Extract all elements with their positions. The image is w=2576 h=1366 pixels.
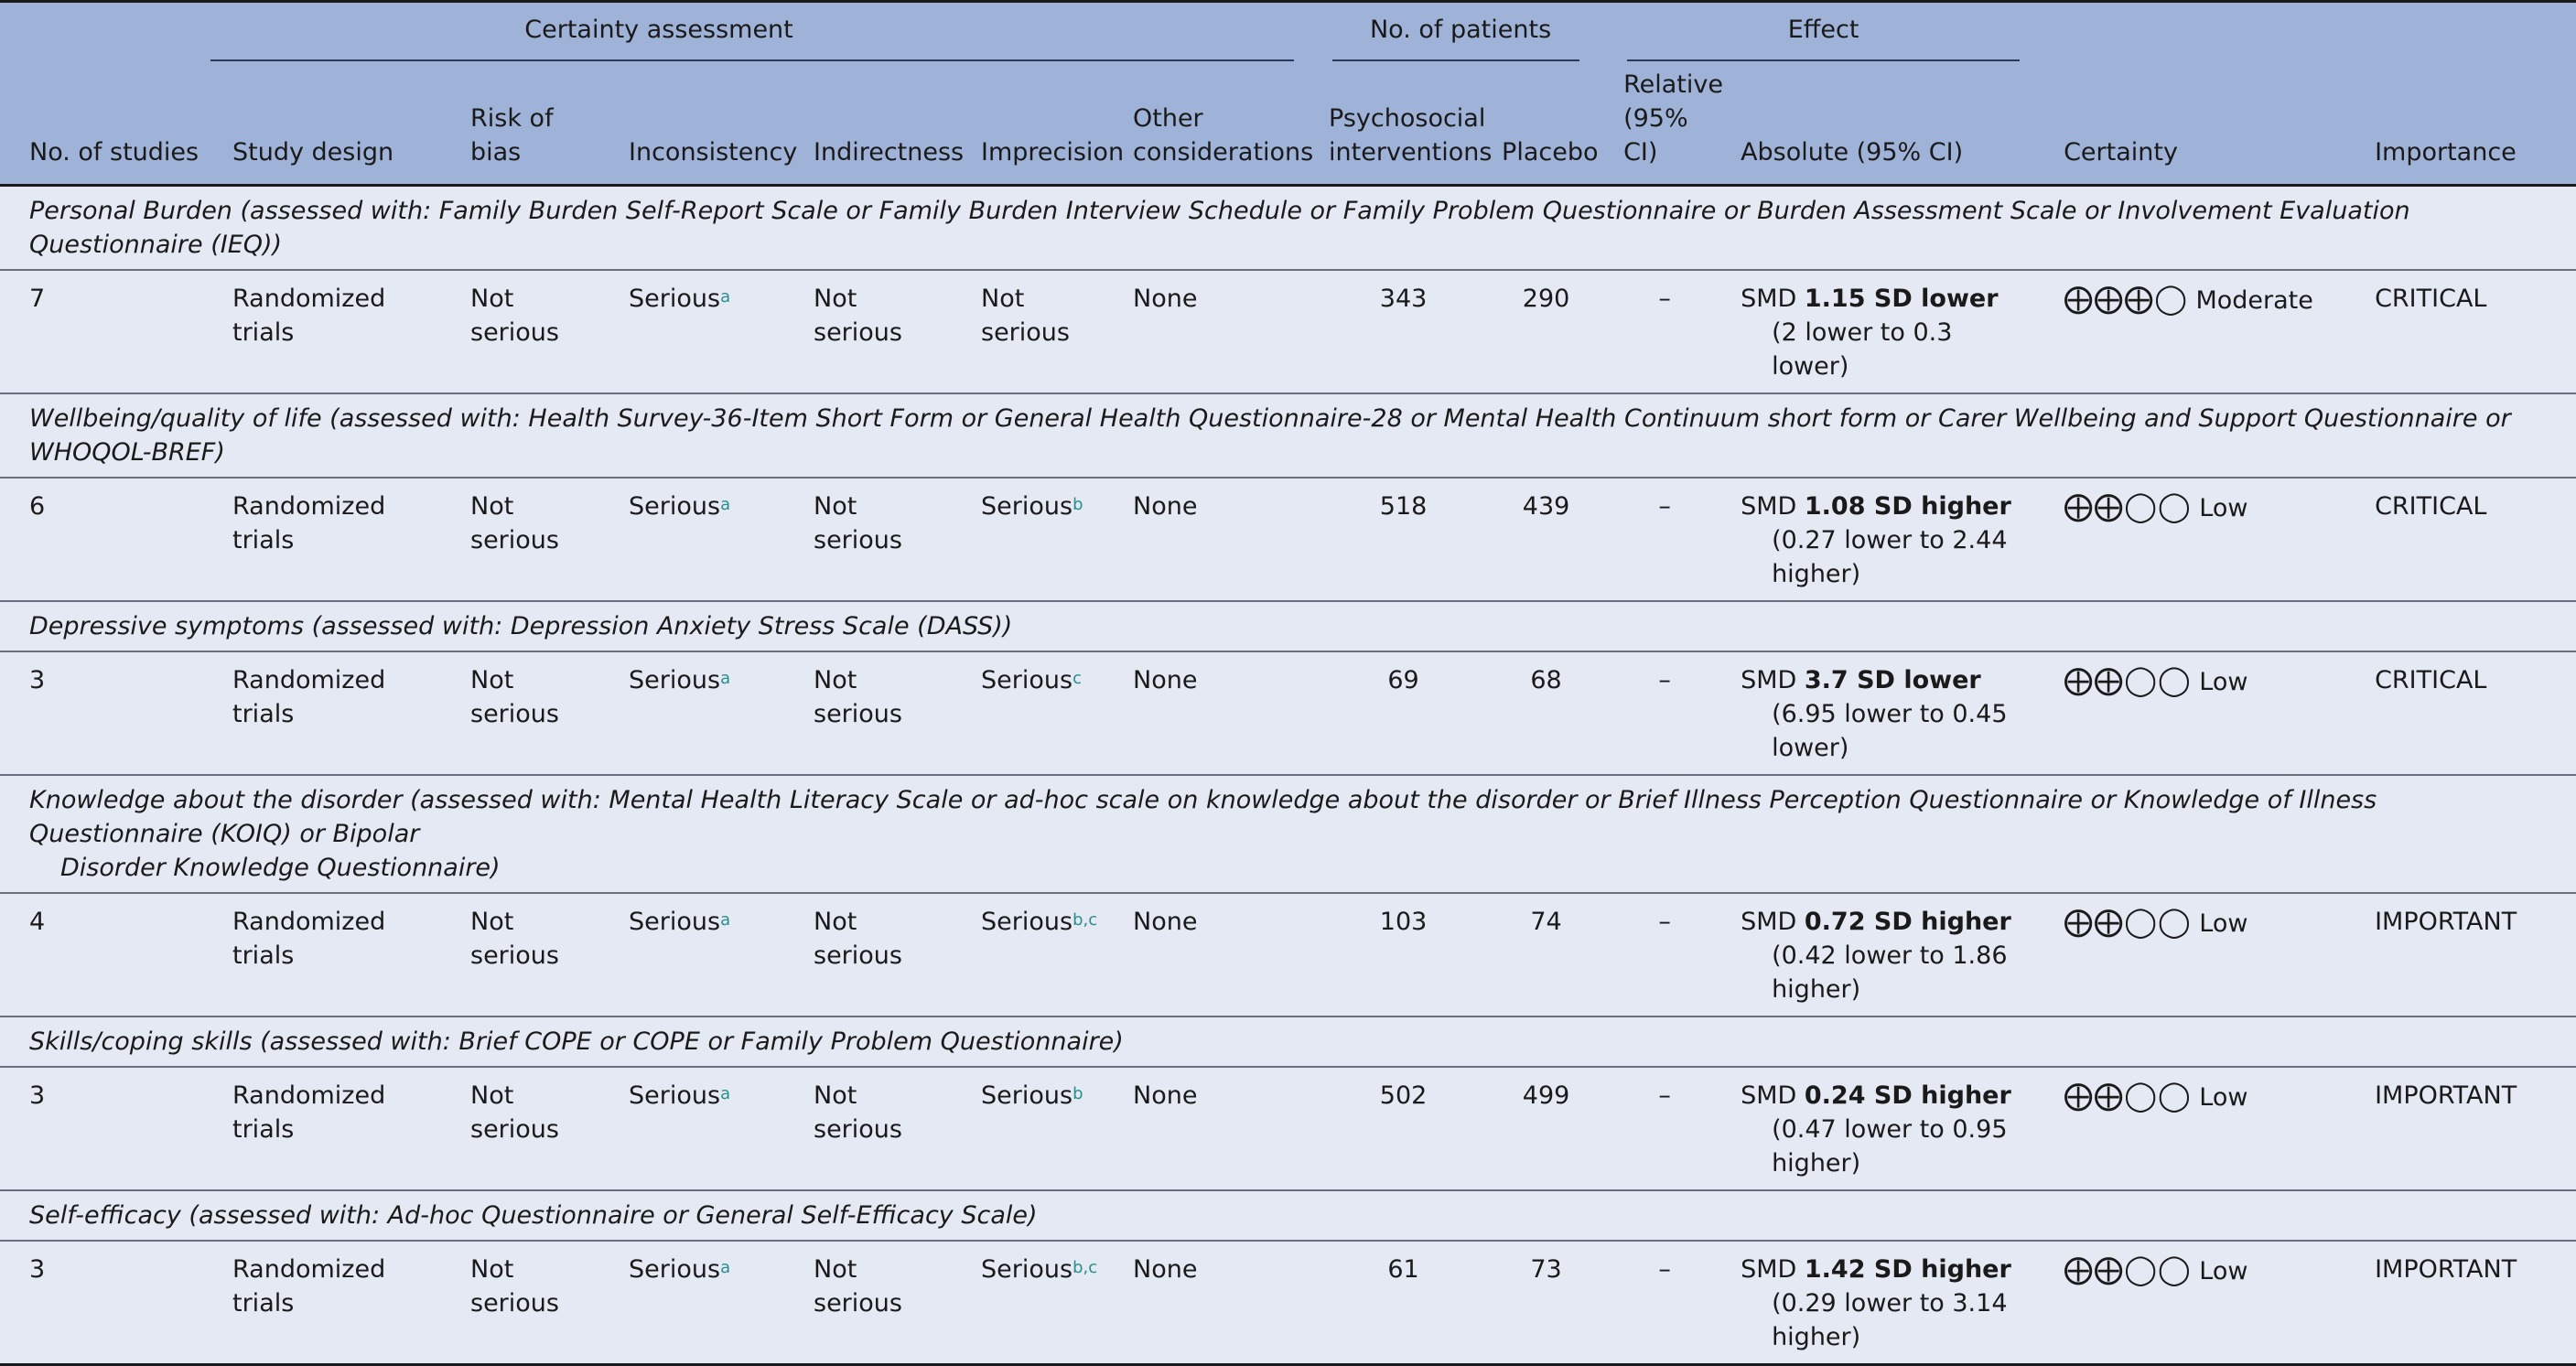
absolute-ci: (0.29 lower to 3.14 higher) [1772,1288,2008,1351]
absolute-prefix: SMD [1741,284,1805,313]
cell-risk-of-bias: Not serious [441,478,599,601]
inconsistency-value: Serious [629,665,721,694]
cell-risk-of-bias: Not serious [441,893,599,1016]
imprecision-value: Serious [981,665,1073,694]
cell-studies: 3 [0,1067,203,1190]
table-row [0,270,2576,393]
certainty-label: Low [2199,667,2248,696]
cell-certainty [2043,270,2340,393]
absolute-effect [1741,282,2016,383]
cell-imprecision [952,893,1115,1016]
outcome-title [0,601,2576,651]
absolute-estimate: 1.42 SD higher [1804,1254,2011,1284]
outcome-title [0,393,2576,478]
cell-placebo: 290 [1489,270,1603,393]
cell-other-considerations: None [1115,1067,1318,1190]
inconsistency-value: Serious [629,1081,721,1110]
imprecision-value: Serious [981,1254,1073,1284]
footnote-marker: a [720,494,731,514]
cell-risk-of-bias: Not serious [441,270,599,393]
cell-imprecision [952,478,1115,601]
certainty-label: Low [2199,1256,2248,1285]
header-column-row [0,68,2576,186]
cell-studies: 3 [0,651,203,775]
cell-other-considerations: None [1115,270,1318,393]
absolute-effect [1741,1079,2016,1180]
imprecision-value: Serious [981,907,1073,936]
absolute-prefix: SMD [1741,1254,1805,1284]
certainty-rating-icon: ⨁⨁⨁◯ [2064,280,2188,316]
cell-relative: – [1603,651,1726,775]
outcome-title-continuation: Disorder Knowledge Questionnaire) [60,853,501,882]
col-risk-of-bias: Risk of bias [470,103,554,167]
absolute-estimate: 0.72 SD higher [1804,907,2011,936]
cell-placebo: 439 [1489,478,1603,601]
cell-absolute [1726,1241,2043,1365]
absolute-prefix: SMD [1741,907,1805,936]
outcome-title-row [0,775,2576,893]
cell-imprecision [952,651,1115,775]
group-certainty-assessment [0,2,1318,68]
footnote-marker: a [720,1083,731,1103]
cell-importance: CRITICAL [2340,270,2576,393]
cell-relative: – [1603,1241,1726,1365]
outcome-title-row [0,1016,2576,1067]
absolute-estimate: 0.24 SD higher [1804,1081,2011,1110]
cell-studies: 7 [0,270,203,393]
cell-other-considerations: None [1115,1241,1318,1365]
cell-certainty [2043,478,2340,601]
outcome-title-text: Wellbeing/quality of life (assessed with: Health Survey-36-Item Short Form or General Health Questionnaire-28 or Mental Health Continuum short form or Carer Wellbeing and Support Questionnaire or WHOQOL-BREF) [29,403,2511,467]
footnote-marker: a [720,909,731,930]
table-body [0,185,2576,1364]
cell-inconsistency [599,270,784,393]
certainty-rating-icon: ⨁⨁◯◯ [2064,1251,2192,1286]
cell-indirectness: Not serious [784,270,952,393]
cell-study-design: Randomized trials [203,478,441,601]
cell-importance: CRITICAL [2340,478,2576,601]
cell-certainty [2043,651,2340,775]
outcome-title-row [0,185,2576,270]
col-other-line1: Other [1133,103,1203,133]
inconsistency-value: Serious [629,491,721,521]
col-certainty: Certainty [2064,137,2178,167]
table-row [0,651,2576,775]
col-no-of-studies: No. of studies [29,137,199,167]
cell-study-design: Randomized trials [203,651,441,775]
col-relative [1603,68,1726,186]
col-psych-line1: Psychosocial [1329,103,1486,133]
cell-psychosocial: 518 [1318,478,1489,601]
cell-imprecision [952,270,1115,393]
col-inconsistency: Inconsistency [629,137,798,167]
col-other-line2: considerations [1133,137,1314,167]
cell-study-design: Randomized trials [203,893,441,1016]
cell-imprecision [952,1241,1115,1365]
cell-certainty [2043,1241,2340,1365]
cell-importance: IMPORTANT [2340,893,2576,1016]
cell-indirectness: Not serious [784,478,952,601]
footnote-marker: b [1072,494,1083,514]
inconsistency-value: Serious [629,284,721,313]
cell-studies: 6 [0,478,203,601]
footnote-marker: b [1072,1083,1083,1103]
cell-study-design: Randomized trials [203,1067,441,1190]
absolute-prefix: SMD [1741,665,1805,694]
col-relative-line2: (95% CI) [1623,103,1688,167]
cell-indirectness: Not serious [784,1067,952,1190]
col-psychosocial-interventions [1318,68,1493,186]
absolute-effect [1741,1253,2016,1354]
footnote-marker: b,c [1072,909,1098,930]
cell-importance: IMPORTANT [2340,1067,2576,1190]
outcome-title-text: Personal Burden (assessed with: Family Burden Self-Report Scale or Family Burden Interview Schedule or Family Problem Questionnaire or Burden Assessment Scale or Involvement Evaluation Questionnaire (IEQ)) [29,196,2410,259]
cell-placebo: 499 [1489,1067,1603,1190]
outcome-title-text: Self-efficacy (assessed with: Ad-hoc Questionnaire or General Self-Efficacy Scale) [29,1200,1038,1230]
table-header [0,2,2576,186]
col-other-considerations [1115,68,1318,186]
outcome-title-text: Knowledge about the disorder (assessed with: Mental Health Literacy Scale or ad-hoc scale on knowledge about the disorder or Brief Illness Perception Questionnaire or Knowledge of Illness Questionnaire (KOIQ) or Bipolar [29,785,2377,848]
absolute-estimate: 1.08 SD higher [1804,491,2011,521]
cell-study-design: Randomized trials [203,270,441,393]
cell-studies: 4 [0,893,203,1016]
outcome-title-row [0,393,2576,478]
absolute-effect [1741,489,2016,591]
outcome-title-text: Skills/coping skills (assessed with: Brief COPE or COPE or Family Problem Questionnaire) [29,1027,1124,1056]
header-spacer [2043,2,2576,68]
certainty-rating-icon: ⨁⨁◯◯ [2064,903,2192,939]
absolute-ci: (0.27 lower to 2.44 higher) [1772,525,2008,588]
imprecision-value: Not serious [981,284,1070,347]
cell-risk-of-bias: Not serious [441,651,599,775]
col-psych-line2: interventions [1329,137,1493,167]
certainty-label: Low [2199,493,2248,522]
footnote-marker: a [720,1257,731,1277]
cell-absolute [1726,478,2043,601]
outcome-title-row [0,601,2576,651]
header-group-row [0,2,2576,68]
cell-absolute [1726,270,2043,393]
group-patients-label: No. of patients [1369,15,1552,44]
outcome-title [0,1190,2576,1241]
cell-absolute [1726,893,2043,1016]
cell-relative: – [1603,270,1726,393]
cell-inconsistency [599,478,784,601]
certainty-rating-icon: ⨁⨁◯◯ [2064,488,2192,523]
cell-indirectness: Not serious [784,893,952,1016]
table-row [0,893,2576,1016]
absolute-ci: (0.42 lower to 1.86 higher) [1772,941,2008,1004]
cell-imprecision [952,1067,1115,1190]
table-row [0,478,2576,601]
footnote-marker: b,c [1072,1257,1098,1277]
col-placebo: Placebo [1502,137,1599,167]
cell-risk-of-bias: Not serious [441,1067,599,1190]
col-relative-line1: Relative [1623,70,1723,99]
inconsistency-value: Serious [629,1254,721,1284]
cell-psychosocial: 61 [1318,1241,1489,1365]
absolute-estimate: 3.7 SD lower [1804,665,1981,694]
cell-placebo: 68 [1489,651,1603,775]
cell-other-considerations: None [1115,651,1318,775]
col-study-design: Study design [232,137,394,167]
certainty-rating-icon: ⨁⨁◯◯ [2064,661,2192,697]
cell-indirectness: Not serious [784,1241,952,1365]
footnote-marker: c [1072,668,1082,688]
cell-relative: – [1603,1067,1726,1190]
outcome-title [0,185,2576,270]
group-certainty-label: Certainty assessment [524,15,793,44]
cell-certainty [2043,1067,2340,1190]
cell-indirectness: Not serious [784,651,952,775]
absolute-ci: (2 lower to 0.3 lower) [1772,317,1953,381]
cell-relative: – [1603,478,1726,601]
footnote-marker: a [720,668,731,688]
table-row [0,1067,2576,1190]
cell-psychosocial: 103 [1318,893,1489,1016]
cell-absolute [1726,1067,2043,1190]
absolute-ci: (0.47 lower to 0.95 higher) [1772,1114,2008,1178]
cell-psychosocial: 69 [1318,651,1489,775]
footnote-marker: a [720,286,731,307]
cell-studies: 3 [0,1241,203,1365]
certainty-rating-icon: ⨁⨁◯◯ [2064,1077,2192,1113]
cell-psychosocial: 343 [1318,270,1489,393]
cell-importance: CRITICAL [2340,651,2576,775]
outcome-title [0,1016,2576,1067]
cell-inconsistency [599,1067,784,1190]
imprecision-value: Serious [981,1081,1073,1110]
absolute-prefix: SMD [1741,491,1805,521]
group-effect-label: Effect [1787,15,1859,44]
absolute-estimate: 1.15 SD lower [1804,284,1999,313]
certainty-label: Low [2199,909,2248,938]
cell-importance: IMPORTANT [2340,1241,2576,1365]
cell-inconsistency [599,651,784,775]
outcome-title-row [0,1190,2576,1241]
group-no-of-patients [1318,2,1603,68]
cell-relative: – [1603,893,1726,1016]
certainty-label: Moderate [2195,285,2313,315]
absolute-effect [1741,905,2016,1006]
group-effect [1603,2,2043,68]
cell-inconsistency [599,893,784,1016]
inconsistency-value: Serious [629,907,721,936]
cell-placebo: 73 [1489,1241,1603,1365]
absolute-ci: (6.95 lower to 0.45 lower) [1772,699,2008,762]
col-importance: Importance [2375,137,2517,167]
certainty-label: Low [2199,1082,2248,1112]
cell-placebo: 74 [1489,893,1603,1016]
group-underline [210,59,1294,61]
cell-risk-of-bias: Not serious [441,1241,599,1365]
imprecision-value: Serious [981,491,1073,521]
table-row [0,1241,2576,1365]
outcome-title-text: Depressive symptoms (assessed with: Depression Anxiety Stress Scale (DASS)) [29,611,1013,640]
cell-certainty [2043,893,2340,1016]
cell-psychosocial: 502 [1318,1067,1489,1190]
cell-inconsistency [599,1241,784,1365]
group-underline [1332,59,1579,61]
group-underline [1627,59,2020,61]
cell-study-design: Randomized trials [203,1241,441,1365]
col-indirectness: Indirectness [814,137,965,167]
absolute-effect [1741,663,2016,765]
col-absolute: Absolute (95% CI) [1741,137,1964,167]
cell-absolute [1726,651,2043,775]
col-imprecision: Imprecision [981,137,1125,167]
outcome-title [0,775,2576,893]
absolute-prefix: SMD [1741,1081,1805,1110]
cell-other-considerations: None [1115,893,1318,1016]
cell-other-considerations: None [1115,478,1318,601]
